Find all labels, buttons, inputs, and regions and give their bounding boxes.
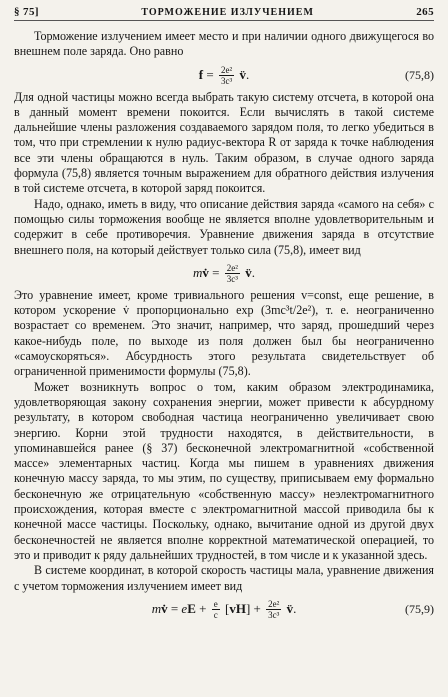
running-header: [14, 6, 434, 21]
equation-label: (75,9): [405, 601, 434, 616]
paragraph-5: Может возникнуть вопрос о том, каким образом электродинамика, удовлетворяющая закону сохранения энергии, может привести к абсурдному результату, в котором свободная частица неограниченно увеличивает свою энергию. Корни этой трудности находятся, в действительности, в упоминавшейся ранее (§ 37) бесконечной электромагнитной «собственной массе» элементарных частиц. Когда мы пишем в уравнениях движения конечную массу заряда, то мы этим, по существу, приписываем ему формально бесконечную же отрицательную «собственную массу» неэлектромагнитного происхождения, которая вместе с электромагнитной массой приводила бы к конечной массе частицы. Поскольку, однако, вычитание одной из другой двух бесконечностей не является вполне корректной математической операцией, то это и приводит к ряду дальнейших трудностей, в том числе и к указанной здесь.: [14, 379, 434, 562]
paragraph-2: Для одной частицы можно всегда выбрать такую систему отсчета, в которой она в данный момент времени покоится. Если вычислять в такой системе дальнейшие члены разложения создаваемого зарядом поля, то легко убедиться в том, что при стремлении к нулю радиус-вектора R от заряда к точке наблюдения все эти члены обращаются в нуль. Таким образом, в случае одного заряда формула (75,8) является точным выражением для обратного действия излучения в той системе отсчета, в которой заряд покоится.: [14, 89, 434, 196]
equation-body: mv̇ = $\frac{\text{2e²}}{\text{3c³}}$ v̈.: [193, 263, 255, 285]
running-title: ТОРМОЖЕНИЕ ИЗЛУЧЕНИЕМ: [141, 7, 314, 18]
paragraph-6: В системе координат, в которой скорость частицы мала, уравнение движения с учетом торможения излучением имеет вид: [14, 563, 434, 593]
equation-body: f = $\frac{\text{2e²}}{\text{3c³}}$ v̈.: [198, 65, 250, 87]
paragraph-3: Надо, однако, иметь в виду, что описание действия заряда «самого на себя» с помощью силы торможения вообще не является вполне удовлетворительным и содержит в себе противоречия. Уравнение движения заряда в отсутствие внешнего поля, на который действует только сила (75,8), имеет вид: [14, 196, 434, 257]
equation-body: mv̇ = eE + $\frac{e}{c}$ [vH] + $\frac{\text{2e²}}{\text{3c³}}$ v̈.: [151, 599, 297, 621]
equation-label: (75,8): [405, 67, 434, 82]
equation-self-force: [14, 260, 434, 286]
paragraph-1: Торможение излучением имеет место и при наличии одного движущегося во внешнем поле заряда. Оно равно: [14, 29, 434, 59]
paragraph-4: Это уравнение имеет, кроме тривиального решения v=const, еще решение, в котором ускорение v̇ пропорционально exp (3mc³t/2e²), т. е. неограниченно возрастает со временем. Это значит, например, что заряд, прошедший через какое-нибудь поле, по выходе из поля должен был бы неограниченно «самоускоряться». Абсурдность этого результата свидетельствует об ограниченной применимости формулы (75,8).: [14, 287, 434, 379]
equation-75-9: [14, 596, 434, 622]
page-number: 265: [416, 6, 434, 18]
section-marker: § 75]: [14, 6, 39, 18]
equation-75-8: [14, 62, 434, 88]
